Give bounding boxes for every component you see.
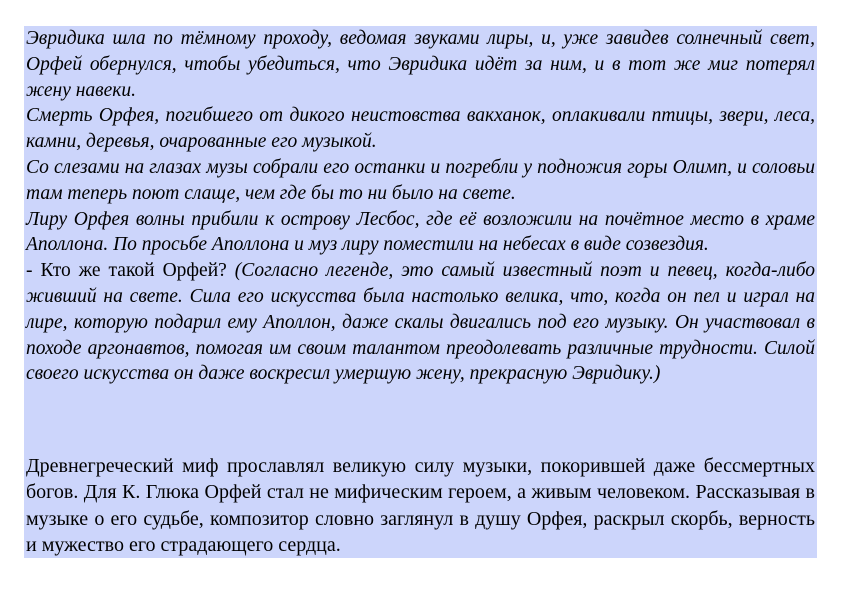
paragraph-muses-burial: Со слезами на глазах музы собрали его останки и погребли у подножия горы Олимп, и соловьи там теперь поют слаще, чем где бы то ни было на свете. <box>26 156 815 204</box>
question-text: - Кто же такой Орфей? <box>26 260 227 282</box>
paragraph-gluck-myth: Древнегреческий миф прославлял великую силу музыки, покорившей даже бессмертных богов. Для К. Глюка Орфей стал не мифическим героем, а живым человеком. Рассказывая в музыке о его судьбе, композитор словно заглянул в душу Орфея, раскрыл скорбь, верность и мужество его страдающего сердца. <box>26 455 815 557</box>
paragraph-lyre-constellation: Лиру Орфея волны прибили к острову Лесбос, где её возложили на почётное место в храме Аполлона. По просьбе Аполлона и муз лиру поместили на небесах в виде созвездия. <box>26 208 815 256</box>
paragraph-death-of-orpheus: Смерть Орфея, погибшего от дикого неистовства вакханок, оплакивали птицы, звери, леса, камни, деревья, очарованные его музыкой. <box>26 105 815 153</box>
italic-text-block <box>24 26 817 451</box>
answer-text: (Согласно легенде, это самый известный поэт и певец, когда-либо живший на свете. Сила его искусства была настолько велика, что, когда он пел и играл на лире, которую подарил ему Аполлон, даже скалы двигались под его музыку. Он участвовал в походе аргонавтов, помогая им своим талантом преодолевать различные трудности. Силой своего искусства он даже воскресил умершую жену, прекрасную Эвридику.) <box>26 260 815 385</box>
paragraph-who-is-orpheus <box>26 258 815 387</box>
plain-text-block <box>24 451 817 558</box>
paragraph-eurydice: Эвридика шла по тёмному проходу, ведомая звуками лиры, и, уже завидев солнечный свет, Орфей обернулся, чтобы убедиться, что Эвридика идёт за ним, и в тот же миг потерял жену навеки. <box>26 28 815 101</box>
